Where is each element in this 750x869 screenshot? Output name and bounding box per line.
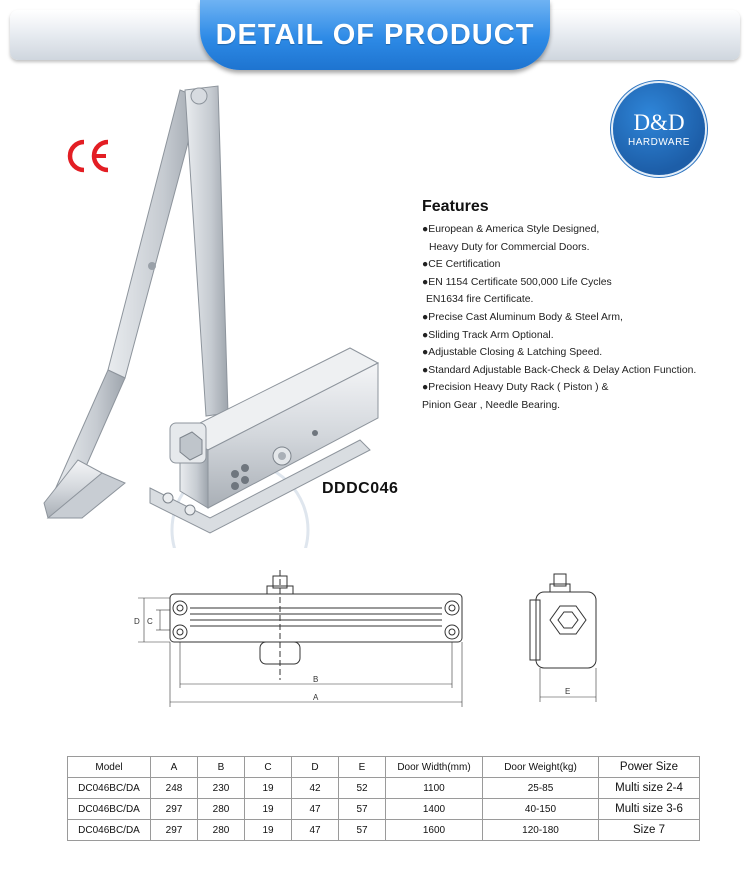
header-door-weight: Door Weight(kg) — [483, 757, 599, 778]
cell-e: 57 — [339, 799, 386, 820]
feature-line: ●Sliding Track Arm Optional. — [422, 329, 554, 341]
header-banner — [0, 0, 750, 80]
feature-line: EN1634 fire Certificate. — [426, 294, 534, 306]
cell-door-width: 1100 — [386, 778, 483, 799]
header-e: E — [339, 757, 386, 778]
dim-label-b: B — [313, 675, 319, 684]
features-title: Features — [422, 198, 489, 215]
feature-line: ●Precise Cast Aluminum Body & Steel Arm, — [422, 311, 623, 323]
cell-c: 19 — [245, 799, 292, 820]
feature-line: Pinion Gear , Needle Bearing. — [422, 399, 561, 411]
feature-line: ●Precision Heavy Duty Rack ( Piston ) & — [422, 382, 609, 394]
cell-d: 42 — [292, 778, 339, 799]
feature-line: ●European & America Style Designed, — [422, 224, 600, 235]
table-header-row — [68, 757, 700, 778]
header-door-width: Door Width(mm) — [386, 757, 483, 778]
cell-model: DC046BC/DA — [68, 820, 151, 841]
cell-a: 248 — [151, 778, 198, 799]
header-c: C — [245, 757, 292, 778]
header-b: B — [198, 757, 245, 778]
cell-a: 297 — [151, 820, 198, 841]
cell-door-width: 1400 — [386, 799, 483, 820]
technical-drawing-front — [130, 562, 480, 712]
dim-label-d: D — [134, 617, 140, 626]
logo-main-text: D&D — [633, 109, 685, 135]
banner-tab — [200, 0, 550, 70]
brand-logo — [613, 83, 705, 175]
header-power-size: Power Size — [599, 757, 700, 778]
header-model: Model — [68, 757, 151, 778]
cell-d: 47 — [292, 820, 339, 841]
cell-e: 57 — [339, 820, 386, 841]
feature-line: ●Adjustable Closing & Latching Speed. — [422, 347, 603, 359]
cell-c: 19 — [245, 820, 292, 841]
feature-line: ●CE Certification — [422, 259, 501, 271]
dim-label-a: A — [313, 693, 319, 702]
feature-line: Heavy Duty for Commercial Doors. — [429, 241, 590, 253]
cell-model: DC046BC/DA — [68, 778, 151, 799]
technical-drawing-side — [520, 562, 610, 712]
dim-label-c: C — [147, 617, 153, 626]
table-row — [68, 820, 700, 841]
cell-power-size: Multi size 3-6 — [599, 799, 700, 820]
cell-c: 19 — [245, 778, 292, 799]
spec-table — [67, 756, 700, 841]
cell-door-weight: 25-85 — [483, 778, 599, 799]
cell-power-size: Multi size 2-4 — [599, 778, 700, 799]
cell-door-weight: 40-150 — [483, 799, 599, 820]
features-section — [422, 198, 742, 415]
cell-model: DC046BC/DA — [68, 799, 151, 820]
dim-label-e: E — [565, 687, 571, 696]
model-label: DDDC046 — [322, 480, 399, 497]
cell-b: 280 — [198, 820, 245, 841]
cell-a: 297 — [151, 799, 198, 820]
cell-b: 230 — [198, 778, 245, 799]
logo-sub-text: HARDWARE — [628, 136, 690, 148]
header-a: A — [151, 757, 198, 778]
cell-door-width: 1600 — [386, 820, 483, 841]
cell-b: 280 — [198, 799, 245, 820]
header-d: D — [292, 757, 339, 778]
page-title: DETAIL OF PRODUCT — [215, 18, 535, 51]
feature-line: ●Standard Adjustable Back-Check & Delay Action Function. — [422, 364, 697, 376]
table-row — [68, 799, 700, 820]
cell-door-weight: 120-180 — [483, 820, 599, 841]
door-closer-image — [30, 78, 410, 548]
feature-line: ●EN 1154 Certificate 500,000 Life Cycles — [422, 276, 612, 288]
cell-e: 52 — [339, 778, 386, 799]
cell-d: 47 — [292, 799, 339, 820]
table-row — [68, 778, 700, 799]
cell-power-size: Size 7 — [599, 820, 700, 841]
